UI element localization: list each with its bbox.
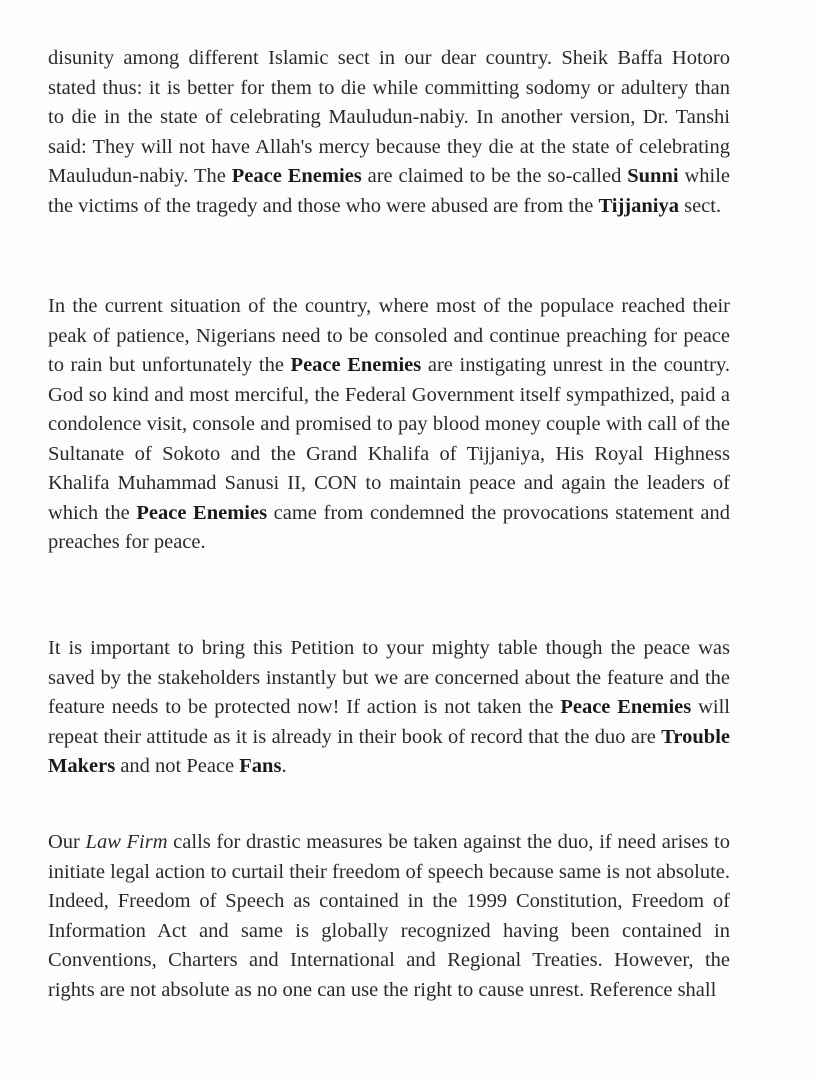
text-segment: disunity among different Islamic sect in our dear country. Sheik Baffa Hotoro stated thus: it is better for them to die while committing sodomy or adultery than to die in the state of celebrating Mauludun-nabiy. In another version, Dr. Tanshi said: They will not have Allah's mercy because they die at the state of celebrating Mauludun-nabiy. The [48, 47, 730, 187]
text-segment: came from condemned the provocations statement and preaches for peace. [48, 501, 730, 553]
paragraph-2 [48, 292, 730, 558]
paragraph-3 [48, 634, 730, 782]
text-segment: will repeat their attitude as it is already in their book of record that the duo are [48, 696, 730, 748]
text-segment-bold: Trouble Makers [48, 725, 730, 777]
text-segment-bold: Sunni [627, 165, 679, 187]
text-segment: It is important to bring this Petition to your mighty table though the peace was saved by the stakeholders instantly but we are concerned about the feature and the feature needs to be protected now! If action is not taken the [48, 637, 730, 718]
text-segment: calls for drastic measures be taken against the duo, if need arises to initiate legal action to curtail their freedom of speech because same is not absolute. Indeed, Freedom of Speech as contained in the 1999 Constitution, Freedom of Information Act and same is globally recognized having been contained in Conventions, Charters and International and Regional Treaties. However, the rights are not absolute as no one can use the right to cause unrest. Reference shall [48, 831, 730, 1001]
text-segment-bold: Peace Enemies [231, 165, 362, 187]
text-segment-bold: Tijjaniya [598, 194, 679, 217]
text-segment-italic: Law Firm [85, 831, 168, 853]
text-segment: are claimed to be the so-called [361, 165, 628, 187]
text-segment: sect. [678, 194, 722, 217]
paragraph-1 [48, 44, 730, 221]
text-segment: Our [48, 831, 86, 853]
text-segment-bold: Peace Enemies [290, 354, 422, 376]
text-segment-bold: Peace Enemies [136, 501, 268, 524]
text-segment: . [281, 755, 287, 777]
text-segment: and not Peace [115, 755, 240, 777]
text-segment: In the current situation of the country, where most of the populace reached their peak of patience, Nigerians need to be consoled and continue preaching for peace to rain but unfortunately the [48, 295, 730, 376]
text-segment-bold: Peace Enemies [560, 696, 692, 718]
text-segment: are instigating unrest in the country. God so kind and most merciful, the Federal Government itself sympathized, paid a condolence visit, console and promised to pay blood money couple with call of the Sultanate of Sokoto and the Grand Khalifa of Tijjaniya, His Royal Highness Khalifa Muhammad Sanusi II, CON to maintain peace and again the leaders of which the [48, 354, 730, 524]
text-segment: while the victims of the tragedy and those who were abused are from the [48, 165, 731, 217]
paragraph-4 [48, 828, 730, 1005]
text-segment-bold: Fans [239, 755, 282, 777]
